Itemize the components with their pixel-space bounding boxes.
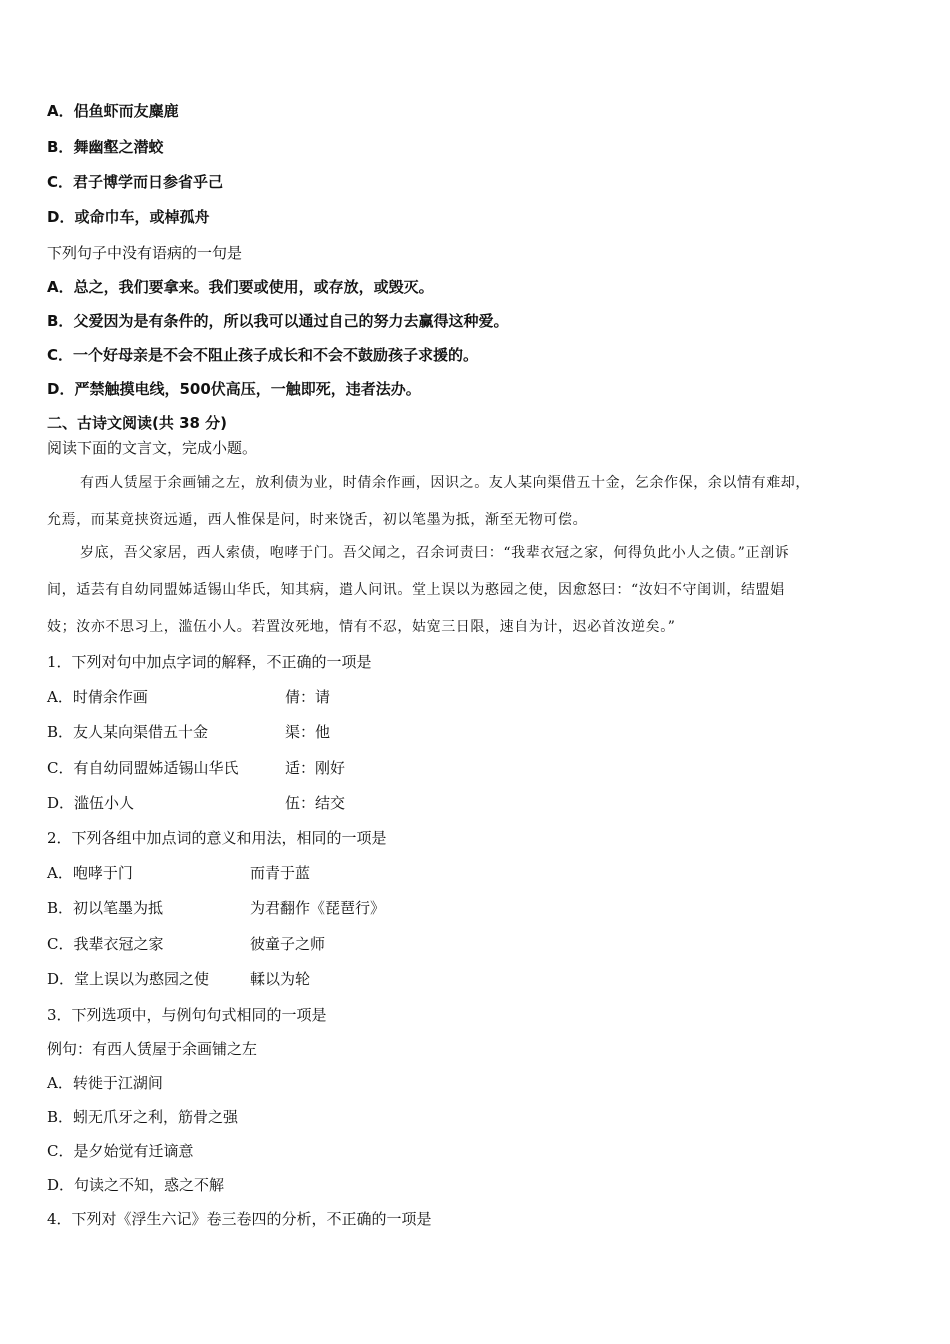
q1-option-d	[47, 793, 134, 813]
q2-option-c	[47, 934, 164, 954]
option-text: 父爱因为是有条件的，所以我可以通过自己的努力去赢得这种爱。	[73, 312, 509, 330]
option-text: 初以笔墨为抵	[73, 899, 164, 917]
passage-line: 妓；汝亦不思习上，滥伍小人。若置汝死地，情有不忍，姑宽三日限，速自为计，迟必首汝逆矣。”	[47, 619, 676, 635]
option-label: C．	[47, 759, 74, 777]
grammar-question-stem: 下列句子中没有语病的一句是	[47, 244, 243, 262]
q1-option-a-note: 倩：请	[285, 688, 331, 706]
option-text: 句读之不知，惑之不解	[74, 1176, 225, 1194]
q2-option-a	[47, 863, 133, 883]
section-intro: 阅读下面的文言文，完成小题。	[47, 439, 258, 457]
option-label: B．	[47, 1108, 74, 1126]
grammar-option-b	[47, 311, 508, 331]
q2-option-b-pair: 为君翻作《琵琶行》	[250, 899, 386, 917]
option-text: 蚓无爪牙之利，筋骨之强	[73, 1108, 239, 1126]
grammar-option-c	[47, 345, 478, 365]
passage-line: 允焉，而某竟挟资远遁，西人惟保是问，时来饶舌，初以笔墨为抵，渐至无物可偿。	[47, 512, 588, 528]
option-text: 转徙于江湖间	[72, 1074, 163, 1092]
q1-option-b	[47, 722, 208, 742]
option-label: D．	[47, 970, 75, 988]
prev-option-c	[47, 172, 223, 192]
q1-option-b-note: 渠：他	[285, 723, 331, 741]
option-text: 侣鱼虾而友麋鹿	[73, 102, 179, 120]
q3-option-b	[47, 1107, 238, 1127]
option-label: A．	[47, 688, 73, 706]
q1-option-c-note: 适：刚好	[285, 759, 346, 777]
option-label: A．	[47, 278, 74, 296]
q2-stem: 2．下列各组中加点词的意义和用法，相同的一项是	[47, 829, 387, 847]
q3-option-d	[47, 1175, 224, 1195]
option-text: 或命巾车，或棹孤舟	[74, 208, 210, 226]
section-title: 二、古诗文阅读(共 38 分)	[47, 414, 228, 432]
q3-option-a	[47, 1073, 163, 1093]
q3-example: 例句：有西人赁屋于余画铺之左	[47, 1040, 258, 1058]
option-label: B．	[47, 138, 74, 156]
option-label: C．	[47, 346, 74, 364]
option-text: 一个好母亲是不会不阻止孩子成长和不会不鼓励孩子求援的。	[73, 346, 479, 364]
q4-stem: 4．下列对《浮生六记》卷三卷四的分析，不正确的一项是	[47, 1210, 432, 1228]
option-text: 滥伍小人	[74, 794, 135, 812]
option-label: D．	[47, 1176, 75, 1194]
option-label: C．	[47, 935, 74, 953]
q2-option-a-pair: 而青于蓝	[250, 864, 311, 882]
prev-option-b	[47, 137, 163, 157]
option-label: C．	[47, 1142, 74, 1160]
option-label: A．	[47, 1074, 73, 1092]
prev-option-d	[47, 207, 209, 227]
q1-stem: 1．下列对句中加点字词的解释，不正确的一项是	[47, 653, 372, 671]
grammar-option-d	[47, 379, 421, 399]
q2-option-d-pair: 輮以为轮	[250, 970, 311, 988]
option-label: D．	[47, 208, 75, 226]
option-label: A．	[47, 864, 73, 882]
option-text: 我辈衣冠之家	[73, 935, 164, 953]
q1-option-a	[47, 687, 148, 707]
option-label: B．	[47, 312, 74, 330]
option-text: 是夕始觉有迁谪意	[73, 1142, 194, 1160]
passage-line: 间，适芸有自幼同盟姊适锡山华氏，知其病，遣人问讯。堂上误以为憨园之使，因愈怒曰：“汝妇不守闺训，结盟娼	[47, 582, 785, 598]
q1-option-c	[47, 758, 239, 778]
passage-line: 有西人赁屋于余画铺之左，放利债为业，时倩余作画，因识之。友人某向渠借五十金，乞余作保，余以情有难却，	[80, 475, 810, 491]
option-label: B．	[47, 723, 74, 741]
option-text: 严禁触摸电线，500伏高压，一触即死，违者法办。	[74, 380, 421, 398]
q3-stem: 3．下列选项中，与例句句式相同的一项是	[47, 1006, 327, 1024]
option-text: 舞幽壑之潜蛟	[73, 138, 164, 156]
q3-option-c	[47, 1141, 194, 1161]
q2-option-c-pair: 彼童子之师	[250, 935, 326, 953]
option-label: A．	[47, 102, 74, 120]
option-text: 堂上误以为憨园之使	[74, 970, 210, 988]
option-label: D．	[47, 380, 75, 398]
option-label: D．	[47, 794, 75, 812]
option-text: 时倩余作画	[72, 688, 148, 706]
option-text: 总之，我们要拿来。我们要或使用，或存放，或毁灭。	[73, 278, 434, 296]
q2-option-b	[47, 898, 163, 918]
option-label: C．	[47, 173, 74, 191]
q2-option-d	[47, 969, 209, 989]
prev-option-a	[47, 101, 179, 121]
option-text: 有自幼同盟姊适锡山华氏	[73, 759, 239, 777]
passage-line: 岁底，吾父家居，西人索债，咆哮于门。吾父闻之，召余诃责曰：“我辈衣冠之家，何得负此小人之债。”正剖诉	[80, 545, 790, 561]
option-text: 友人某向渠借五十金	[73, 723, 209, 741]
grammar-option-a	[47, 277, 434, 297]
option-text: 君子博学而日参省乎己	[73, 173, 224, 191]
q1-option-d-note: 伍：结交	[285, 794, 346, 812]
option-text: 咆哮于门	[72, 864, 133, 882]
option-label: B．	[47, 899, 74, 917]
